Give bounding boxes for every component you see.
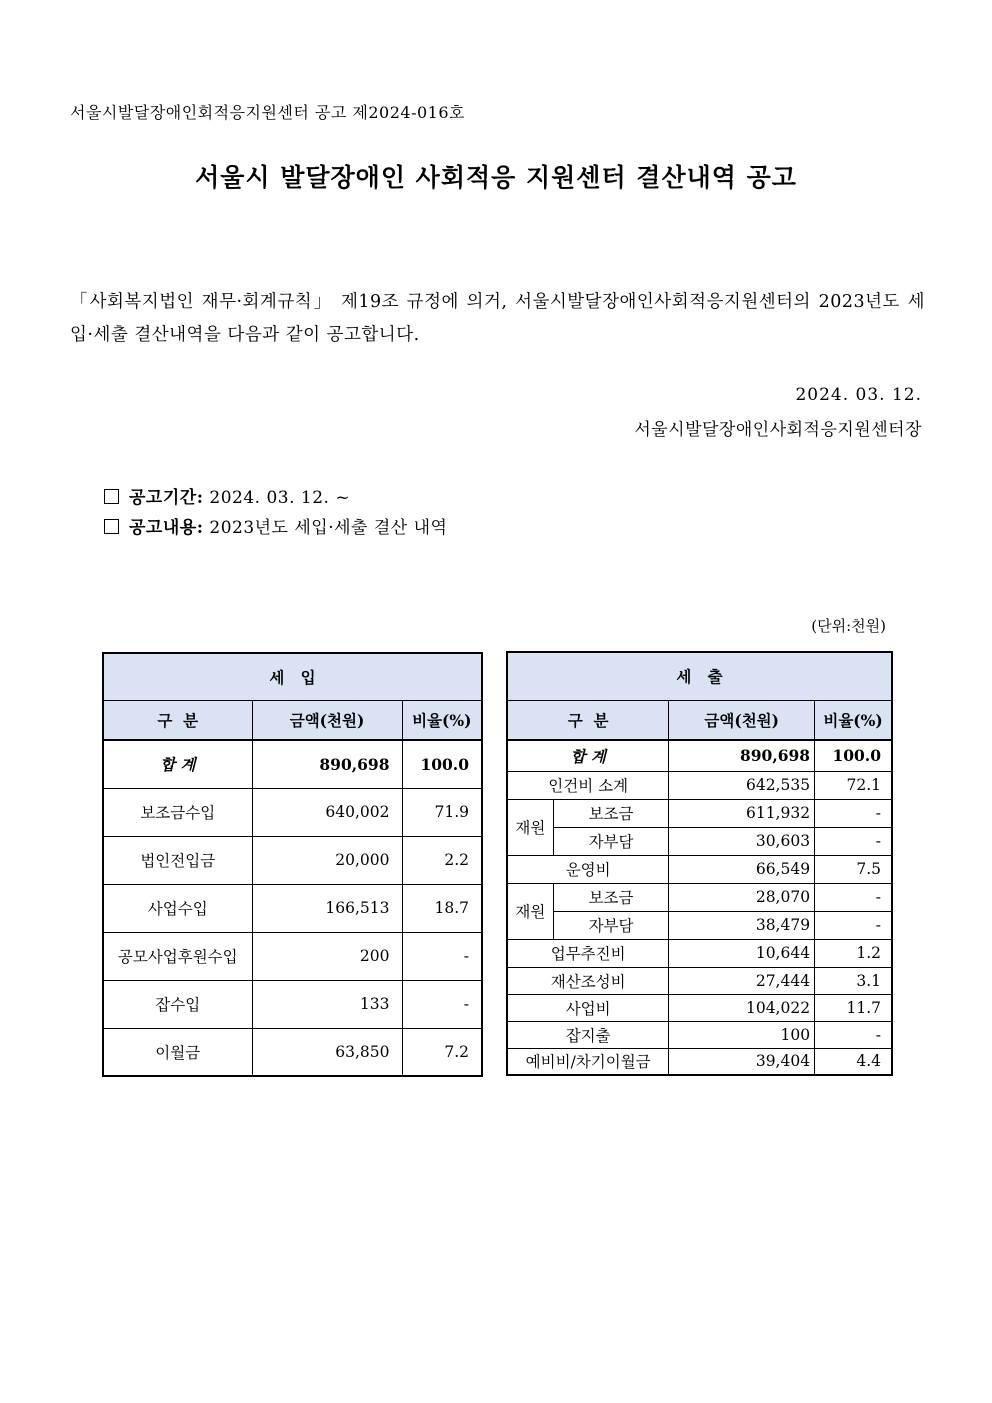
expense-source-ratio: -: [815, 883, 892, 911]
unit-label: (단위:천원): [811, 617, 886, 635]
expense-source-label: 자부담: [553, 911, 669, 939]
revenue-row-amount: 640,002: [252, 788, 402, 836]
expense-personnel-ratio: 72.1: [815, 771, 892, 799]
table-row: [103, 884, 482, 932]
revenue-row-ratio: -: [402, 932, 482, 980]
table-row: [507, 855, 892, 883]
expense-total-label: 합 계: [507, 740, 669, 771]
bullet-period-value: 2024. 03. 12. ~: [209, 488, 351, 508]
revenue-total-amount: 890,698: [252, 740, 402, 788]
revenue-total-ratio: 100.0: [402, 740, 482, 788]
expense-operating-amount: 66,549: [669, 855, 815, 883]
expense-personnel-label: 인건비 소계: [507, 771, 669, 799]
expense-row-amount: 104,022: [669, 994, 815, 1021]
revenue-row-amount: 63,850: [252, 1028, 402, 1076]
expense-row-ratio: 3.1: [815, 967, 892, 994]
bullet-period: [104, 483, 350, 508]
revenue-row-amount: 200: [252, 932, 402, 980]
revenue-row-label: 잡수입: [103, 980, 252, 1028]
table-row: [507, 939, 892, 967]
revenue-header-amount: 금액(천원): [252, 700, 402, 740]
revenue-row-label: 보조금수입: [103, 788, 252, 836]
revenue-row-label: 사업수입: [103, 884, 252, 932]
expense-row-label: 재산조성비: [507, 967, 669, 994]
revenue-row-ratio: 71.9: [402, 788, 482, 836]
expense-title: 세 출: [507, 652, 892, 700]
expense-source-amount: 38,479: [669, 911, 815, 939]
table-row: [507, 911, 892, 939]
page-title: 서울시 발달장애인 사회적응 지원센터 결산내역 공고: [195, 163, 797, 192]
table-row: [507, 1048, 892, 1075]
bullet-content-value: 2023년도 세입·세출 결산 내역: [209, 518, 448, 538]
revenue-total-label: 합 계: [103, 740, 252, 788]
expense-source-group: 재원: [507, 883, 553, 939]
expense-source-amount: 28,070: [669, 883, 815, 911]
expense-row-label: 사업비: [507, 994, 669, 1021]
table-row: [507, 771, 892, 799]
expense-source-ratio: -: [815, 799, 892, 827]
revenue-header-category: 구 분: [103, 700, 252, 740]
bullet-period-label: 공고기간:: [129, 488, 204, 508]
notice-number: 서울시발달장애인회적응지원센터 공고 제2024-016호: [70, 103, 466, 122]
expense-row-ratio: 4.4: [815, 1048, 892, 1075]
expense-row-amount: 100: [669, 1021, 815, 1048]
expense-row-amount: 10,644: [669, 939, 815, 967]
revenue-row-amount: 166,513: [252, 884, 402, 932]
revenue-header-ratio: 비율(%): [402, 700, 482, 740]
bullet-content-label: 공고내용:: [129, 518, 204, 538]
expense-row-amount: 39,404: [669, 1048, 815, 1075]
revenue-row-amount: 20,000: [252, 836, 402, 884]
table-row: [507, 799, 892, 827]
expense-header-category: 구 분: [507, 700, 669, 740]
checkbox-square-icon: [104, 519, 119, 534]
table-row: [103, 980, 482, 1028]
issuer-name: 서울시발달장애인사회적응지원센터장: [634, 420, 922, 440]
table-row: [103, 932, 482, 980]
revenue-row-ratio: 2.2: [402, 836, 482, 884]
table-row: [103, 1028, 482, 1076]
expense-source-amount: 30,603: [669, 827, 815, 855]
expense-source-ratio: -: [815, 827, 892, 855]
expense-operating-ratio: 7.5: [815, 855, 892, 883]
expense-row-ratio: -: [815, 1021, 892, 1048]
table-row: [507, 827, 892, 855]
revenue-title: 세 입: [103, 653, 482, 700]
announcement-date: 2024. 03. 12.: [795, 385, 922, 405]
announcement-paragraph: 「사회복지법인 재무·회계규칙」 제19조 규정에 의거, 서울시발달장애인사회적응지원센터의 2023년도 세입·세출 결산내역을 다음과 같이 공고합니다.: [70, 292, 925, 345]
expense-row-amount: 27,444: [669, 967, 815, 994]
checkbox-square-icon: [104, 489, 119, 504]
revenue-row-label: 법인전입금: [103, 836, 252, 884]
expense-header-amount: 금액(천원): [669, 700, 815, 740]
revenue-row-label: 공모사업후원수입: [103, 932, 252, 980]
revenue-row-ratio: 7.2: [402, 1028, 482, 1076]
expense-personnel-amount: 642,535: [669, 771, 815, 799]
table-row: [507, 994, 892, 1021]
expense-source-label: 보조금: [553, 799, 669, 827]
revenue-row-amount: 133: [252, 980, 402, 1028]
revenue-row-label: 이월금: [103, 1028, 252, 1076]
expense-total-amount: 890,698: [669, 740, 815, 771]
table-row: [507, 883, 892, 911]
bullet-content: [104, 513, 447, 538]
table-row: [103, 788, 482, 836]
table-row: [103, 836, 482, 884]
revenue-row-ratio: -: [402, 980, 482, 1028]
table-row: [507, 1021, 892, 1048]
expense-source-label: 보조금: [553, 883, 669, 911]
expense-source-group: 재원: [507, 799, 553, 855]
expense-row-label: 잡지출: [507, 1021, 669, 1048]
expense-total-ratio: 100.0: [815, 740, 892, 771]
expense-row-ratio: 11.7: [815, 994, 892, 1021]
table-row: [507, 967, 892, 994]
expense-operating-label: 운영비: [507, 855, 669, 883]
revenue-table: [102, 652, 483, 1077]
expense-source-ratio: -: [815, 911, 892, 939]
revenue-row-ratio: 18.7: [402, 884, 482, 932]
expense-row-label: 예비비/차기이월금: [507, 1048, 669, 1075]
expense-source-label: 자부담: [553, 827, 669, 855]
expense-row-ratio: 1.2: [815, 939, 892, 967]
expense-source-amount: 611,932: [669, 799, 815, 827]
expense-row-label: 업무추진비: [507, 939, 669, 967]
expense-table: [506, 651, 893, 1076]
expense-header-ratio: 비율(%): [815, 700, 892, 740]
